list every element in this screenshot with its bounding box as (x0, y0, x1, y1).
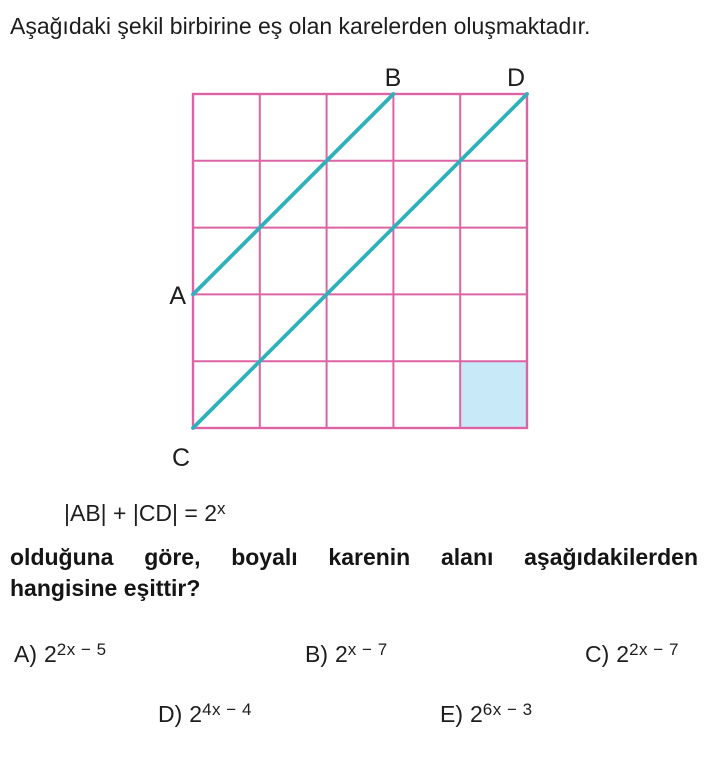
diagonal-ab (193, 94, 393, 294)
question-line-2: hangisine eşittir? (10, 575, 201, 601)
label-c: C (171, 444, 191, 472)
option-c-exponent: 2x − 7 (629, 639, 679, 659)
option-e-label: E) (440, 701, 463, 727)
label-d: D (506, 64, 526, 92)
question-text (10, 542, 698, 604)
grid-figure-svg (150, 58, 550, 472)
option-d-base: 2 (189, 701, 203, 727)
label-a: A (169, 282, 186, 310)
option-c-base: 2 (616, 641, 630, 667)
option-c (585, 641, 679, 668)
option-e-exponent: 6x − 3 (482, 699, 533, 719)
equation-lhs: |AB| + |CD| = 2 (64, 500, 218, 526)
option-a-exponent: 2x − 5 (56, 639, 107, 659)
option-a (14, 641, 107, 668)
equation (64, 500, 226, 527)
question-intro: Aşağıdaki şekil birbirine eş olan karelerden oluşmaktadır. (10, 13, 591, 39)
option-d (158, 701, 252, 728)
label-b: B (384, 64, 402, 92)
option-c-label: C) (585, 641, 610, 667)
grid-figure (150, 58, 550, 472)
option-e-base: 2 (470, 701, 483, 727)
option-a-base: 2 (44, 641, 57, 667)
option-d-label: D) (158, 701, 183, 727)
option-a-label: A) (14, 641, 37, 667)
option-b-exponent: x − 7 (347, 639, 388, 659)
option-b (305, 641, 388, 668)
option-d-exponent: 4x − 4 (202, 699, 252, 719)
option-e (440, 701, 533, 728)
question-line-1: olduğuna göre, boyalı karenin alanı aşağıdakilerden (10, 544, 698, 570)
option-b-base: 2 (335, 641, 348, 667)
option-b-label: B) (305, 641, 328, 667)
equation-exponent: x (217, 499, 226, 519)
shaded-square (460, 361, 527, 428)
